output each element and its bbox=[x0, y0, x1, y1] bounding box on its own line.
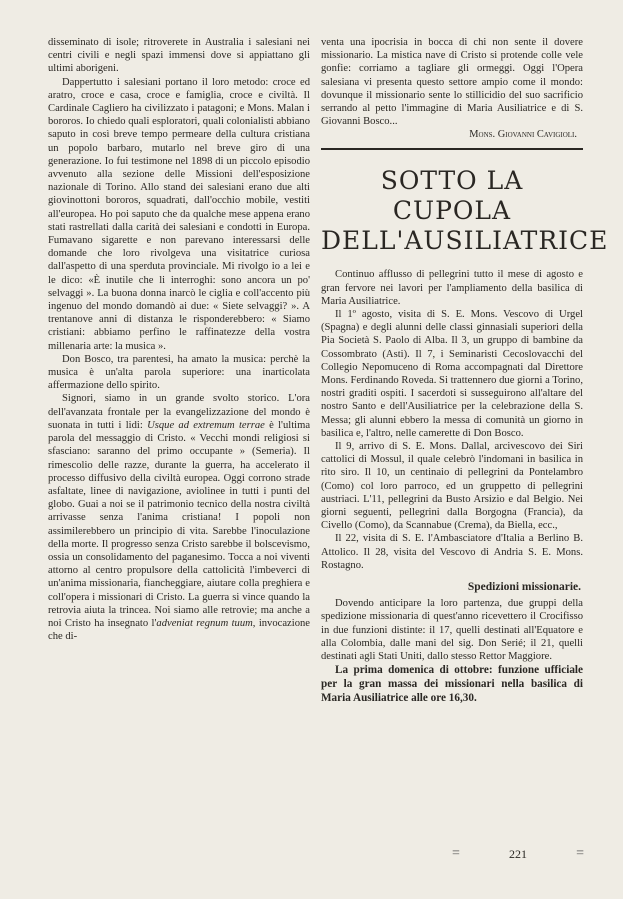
page-number: 221 bbox=[509, 846, 527, 861]
ornament-right: = bbox=[576, 846, 584, 861]
paragraph: disseminato di isole; ritroverete in Australia i salesiani nei centri civili e negli spazi immensi dove si appiattano gli ultimi aborigeni. bbox=[48, 37, 310, 75]
latin-quote: Usque ad extremum terrae bbox=[147, 419, 265, 431]
paragraph: Il 9, arrivo di S. E. Mons. Dallal, arcivescovo dei Siri cattolici di Mossul, il quale celebrò l'indomani in basilica in rito siro. Il 10, un centinaio di pellegrini da Pontelambro (Como) col loro parroco, ed un gruppetto di pellegrini austriaci. L'11, pellegrini da Busto Arsizio e dal Belgio. Nei giorni seguenti, pellegrini dalla Borgogna (Francia), da Civello (Como), da Scannabue (Crema), da Biella, ecc., bbox=[321, 441, 583, 532]
section-divider bbox=[321, 148, 583, 150]
paragraph: Il 1º agosto, visita di S. E. Mons. Vescovo di Urgel (Spagna) e degli alunni delle classi ginnasiali superiori della Pia Società S. Paolo di Alba. Il 3, un gruppo di bambine da Cossombrato (Asti). Il 7, i Seminaristi Cecoslovacchi del Collegio Nepomuceno di Roma accompagnati dal Direttore Mons. Ferdinando Roveda. Si trattennero due giorni a Torino, nostri graditi ospiti. I sacerdoti si susseguirono all'altare del nostro Santo e dell'Ausiliatrice per la celebrazione della S. Messa; gli alunni ebbero la messa di comunità un giorno in basilica e, l'altro, nelle camerette di Don Bosco. bbox=[321, 309, 583, 439]
paragraph-continuation: venta una ipocrisia in bocca di chi non sente il dovere missionario. La mistica nave di Cristo si protende colle vele gonfie: corriamo a tagliare gli ormeggi. Oggi l'Opera salesiana vi presenta questo settore ampio come il mondo: dovunque il missionario sente lo stillicidio del suo sacrificio serrando al petto l'immagine di Maria Ausiliatrice e di S. Giovanni Bosco... bbox=[321, 37, 583, 128]
announcement: La prima domenica di ottobre: funzione ufficiale per la gran massa dei missionari nella basilica di Maria Ausiliatrice alle ore 16,30. bbox=[321, 664, 583, 705]
paragraph: Don Bosco, tra parentesi, ha amato la musica: perchè la musica è un'alta parola superiore: una inarticolata affermazione dello spirito. bbox=[48, 353, 310, 392]
text-run: è l'ultima parola del messaggio di Cristo. « Vecchi mondi religiosi si sfasciano: saranno del primo occupante » (Semeria). Il rimescolio delle razze, durante la guerra, ha accelerato il processo diffusivo della civiltà europea. Oggi corrono strade asfaltate, linee di navigazione, aviolinee in tutti i punti del globo. Guai a noi se il patrimonio tecnico della nostra civiltà arrivasse senza l'anima cristiana! I popoli non assimilerebbero un principio di vita. Sarebbe l'inoculazione della morte. Il progresso senza Cristo sarebbe il bolscevismo, ossia un consolidamento del paganesimo. Tocca a noi viventi attorno al centro propulsore della cattolicità l'imbeverci di un'anima missionaria, fiancheggiare, aiutare colla preghiera e coll'opera i missionari di Cristo. La guerra si vince quando la retrovia aiuta la trincea. Noi siamo alle retrovie; ma anche a noi Cristo ha insegnato l' bbox=[48, 419, 311, 629]
paragraph: Dovendo anticipare la loro partenza, due gruppi della spedizione missionaria di quest'anno ricevettero il Crocifisso in due funzioni distinte: il 17, quelli destinati all'Equatore e alla Colombia, dalle mani del sig. Don Serié; il 21, quelli destinati agli Stati Uniti, dallo stesso Rettor Maggiore. bbox=[321, 598, 583, 662]
ornament-left: = bbox=[452, 846, 460, 861]
author-signature: Mons. Giovanni Cavigioli. bbox=[469, 129, 577, 141]
title-line: DELL'AUSILIATRICE bbox=[321, 226, 609, 256]
paragraph-usque bbox=[48, 392, 310, 643]
paragraph: Continuo afflusso di pellegrini tutto il mese di agosto e gran fervore nei lavori per l'ampliamento della basilica di Maria Ausiliatrice. bbox=[321, 269, 583, 307]
section-subheading: Spedizioni missionarie. bbox=[467, 581, 581, 594]
article-title bbox=[321, 166, 609, 256]
left-column bbox=[48, 36, 310, 643]
paragraph: Il 22, visita di S. E. l'Ambasciatore d'Italia a Berlino B. Attolico. Il 28, visita del Vescovo di Andria S. E. Mons. Rostagno. bbox=[321, 533, 583, 571]
latin-quote: adveniat regnum tuum bbox=[156, 617, 253, 629]
right-column bbox=[321, 36, 609, 705]
text-run: , invocazione che di- bbox=[48, 617, 311, 643]
text-run: Signori, siamo in un grande svolto storico. L'ora dell'avanzata frontale per la evangelizzazione del mondo è suonata in tutti i lidi: bbox=[48, 393, 310, 431]
page-footer bbox=[452, 846, 584, 862]
paragraph: Dappertutto i salesiani portano il loro metodo: croce ed aratro, croce e casa, croce e famiglia, croce e civiltà. Il Cardinale Cagliero ha civilizzato i patagoni; e Mons. Malan i bororos. Io chiedo quali esploratori, quali colonialisti abbiano saputo in così breve tempo permeare della cultura cristiana un popolo barbaro, mutarlo nel breve giro di una generazione. Io fui testimone nel 1898 di un piccolo episodio avvenuto alla sezione delle Missioni dell'esposizione nazionale di Torino. Allo stand dei salesiani erano due alti giovinottoni bororos, squadrati, dall'occhio mobile, vestiti all'europea. Ho poi saputo che da qualche mese appena erano stati rastrellati dalla carità dei salesiani e condotti in Europa. Fumavano sigarette e non parevano interessarsi delle domande che loro rivolgeva una visitatrice curiosa dall'aspetto di una sperduta provinciale. Mi rivolgo io a lei e le dico: «È inutile che li interroghi: sono ancora un po' selvaggi ». La buona donna inarcò le ciglia e coll'accento più ingenuo del mondo domandò ai due: « Siete selvaggi? ». A trentanove anni di distanza le risponderebbero: « Siamo cristiani: abbiamo perfino le raffinatezze della vostra millenaria arte: la musica ». bbox=[48, 76, 310, 352]
title-line: SOTTO LA CUPOLA bbox=[380, 166, 524, 226]
